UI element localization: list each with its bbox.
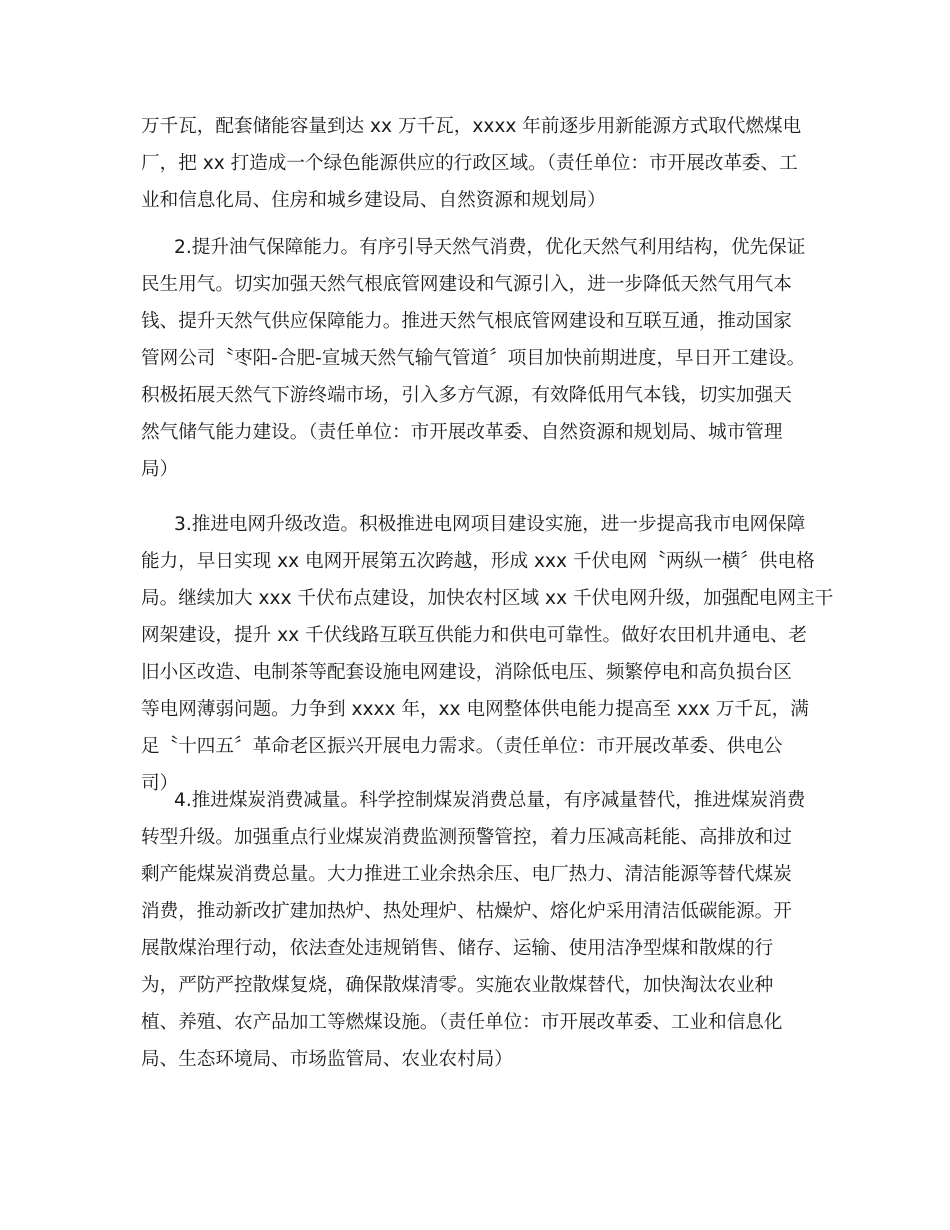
paragraph-line: 2.提升油气保障能力。有序引导天然气消费，优化天然气利用结构，优先保证	[174, 237, 806, 258]
paragraph-line: 等电网薄弱问题。力争到 xxxx 年，xx 电网整体供电能力提高至 xxx 万千瓦，满	[141, 699, 809, 720]
paragraph-4	[141, 782, 821, 1078]
paragraph-line: 积极拓展天然气下游终端市场，引入多方气源，有效降低用气本钱，切实加强天	[141, 385, 792, 406]
paragraph-line: 局。继续加大 xxx 千伏布点建设，加快农村区域 xx 千伏电网升级，加强配电网主干	[141, 588, 834, 609]
paragraph-line: 3.推进电网升级改造。积极推进电网项目建设实施，进一步提高我市电网保障	[174, 514, 806, 535]
paragraph-line: 足〝十四五〞革命老区振兴开展电力需求。（责任单位：市开展改革委、供电公	[141, 736, 783, 757]
paragraph-line: 民生用气。切实加强天然气根底管网建设和气源引入，进一步降低天然气用气本	[141, 274, 792, 295]
paragraph-line: 司）	[141, 773, 179, 794]
paragraph-line: 万千瓦，配套储能容量到达 xx 万千瓦，xxxx 年前逐步用新能源方式取代燃煤电	[141, 116, 802, 137]
paragraph-line: 然气储气能力建设。（责任单位：市开展改革委、自然资源和规划局、城市管理	[141, 422, 783, 443]
paragraph-line: 局、生态环境局、市场监管局、农业农村局）	[141, 1049, 513, 1070]
paragraph-line: 转型升级。加强重点行业煤炭消费监测预警管控，着力压减高耗能、高排放和过	[141, 827, 792, 848]
paragraph-line: 局）	[141, 459, 179, 480]
paragraph-3	[141, 506, 834, 802]
paragraph-line: 钱、提升天然气供应保障能力。推进天然气根底管网建设和互联互通，推动国家	[141, 311, 792, 332]
paragraph-line: 4.推进煤炭消费减量。科学控制煤炭消费总量，有序减量替代，推进煤炭消费	[174, 790, 806, 811]
paragraph-line: 厂，把 xx 打造成一个绿色能源供应的行政区域。（责任单位：市开展改革委、工	[141, 153, 798, 174]
paragraph-line: 业和信息化局、住房和城乡建设局、自然资源和规划局）	[141, 190, 606, 211]
paragraph-line: 旧小区改造、电制茶等配套设施电网建设，消除低电压、频繁停电和高负损台区	[141, 662, 792, 683]
paragraph-line: 植、养殖、农产品加工等燃煤设施。（责任单位：市开展改革委、工业和信息化	[141, 1012, 783, 1033]
paragraph-line: 网架建设，提升 xx 千伏线路互联互供能力和供电可靠性。做好农田机井通电、老	[141, 625, 808, 646]
paragraph-line: 消费，推动新改扩建加热炉、热处理炉、枯燥炉、熔化炉采用清洁低碳能源。开	[141, 901, 792, 922]
paragraph-line: 展散煤治理行动，依法查处违规销售、储存、运输、使用洁净型煤和散煤的行	[141, 938, 774, 959]
paragraph-1	[141, 108, 821, 219]
paragraph-line: 管网公司〝枣阳-合肥-宣城天然气输气管道〞项目加快前期进度，早日开工建设。	[141, 348, 806, 369]
paragraph-line: 能力，早日实现 xx 电网开展第五次跨越，形成 xxx 千伏电网〝两纵一横〞供电格	[141, 551, 815, 572]
paragraph-line: 剩产能煤炭消费总量。大力推进工业余热余压、电厂热力、清洁能源等替代煤炭	[141, 864, 792, 885]
paragraph-2	[141, 229, 821, 488]
paragraph-line: 为，严防严控散煤复烧，确保散煤清零。实施农业散煤替代，加快淘汰农业种	[141, 975, 774, 996]
